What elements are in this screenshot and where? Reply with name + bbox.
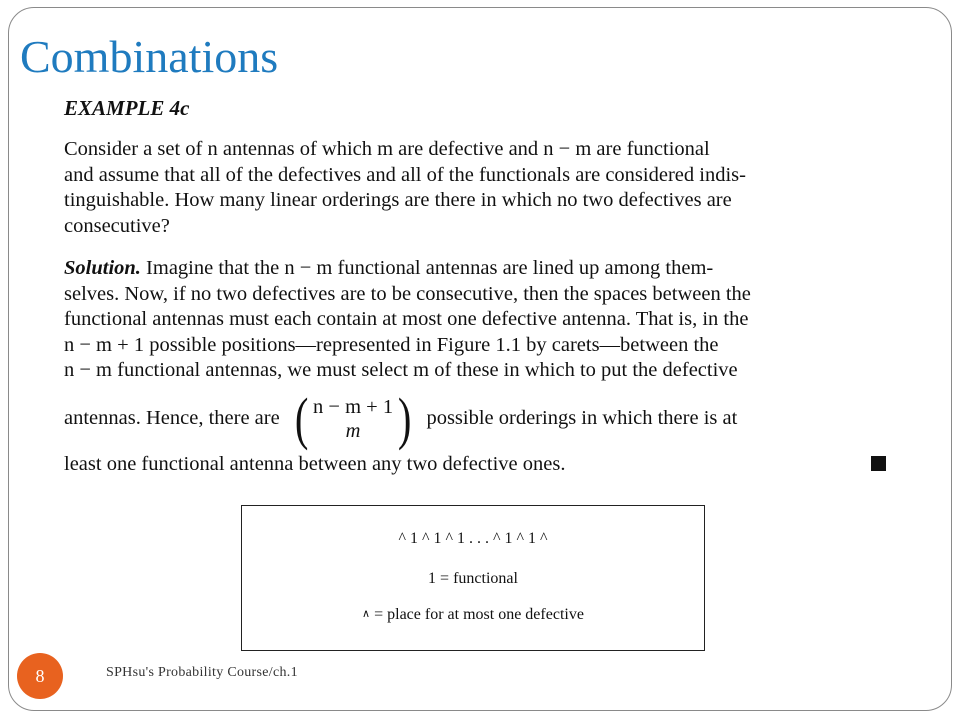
solution-line: functional antennas must each contain at most one defective antenna. That is, in the bbox=[64, 308, 749, 330]
left-paren-icon: ( bbox=[294, 385, 309, 451]
question-paragraph bbox=[64, 137, 886, 239]
slide-title: Combinations bbox=[20, 31, 279, 82]
solution-paragraph bbox=[64, 256, 886, 384]
final-line-wrap bbox=[64, 452, 886, 478]
end-of-proof-icon bbox=[871, 456, 886, 471]
binomial-coefficient bbox=[292, 385, 415, 451]
figure-legend-functional: 1 = functional bbox=[428, 570, 518, 587]
binomial-suffix: possible orderings in which there is at bbox=[426, 407, 738, 429]
solution-label: Solution. bbox=[64, 257, 141, 279]
page-number-badge: 8 bbox=[17, 653, 63, 699]
example-label: EXAMPLE 4c bbox=[64, 96, 190, 120]
solution-first-line bbox=[64, 256, 886, 282]
solution-line: Imagine that the n − m functional antennas are lined up among them- bbox=[146, 257, 714, 279]
right-paren-icon: ) bbox=[398, 385, 412, 451]
figure-1-1 bbox=[241, 505, 705, 651]
solution-line: selves. Now, if no two defectives are to be consecutive, then the spaces between the bbox=[64, 282, 751, 305]
question-line: and assume that all of the defectives and all of the functionals are considered indis- bbox=[64, 163, 746, 186]
solution-line: n − m + 1 possible positions—represented in Figure 1.1 by carets—between the bbox=[64, 333, 719, 356]
binomial-bottom: m bbox=[345, 419, 361, 442]
solution-line: n − m functional antennas, we must select m of these in which to put the defective bbox=[64, 359, 738, 381]
example-content bbox=[64, 96, 886, 477]
figure-legend-caret-text: = place for at most one defective bbox=[374, 606, 584, 623]
slide-footer: SPHsu's Probability Course/ch.1 bbox=[106, 665, 298, 680]
figure-legend-caret bbox=[242, 606, 704, 624]
question-line: Consider a set of n antennas of which m are defective and n − m are functional bbox=[64, 138, 710, 160]
question-line: consecutive? bbox=[64, 214, 170, 237]
final-line: least one functional antenna between any two defective ones. bbox=[64, 452, 566, 475]
question-line: tinguishable. How many linear orderings are there in which no two defectives are bbox=[64, 189, 732, 211]
binomial-top: n − m + 1 bbox=[313, 395, 394, 418]
binomial-prefix: antennas. Hence, there are bbox=[64, 407, 280, 429]
binomial-stack bbox=[313, 395, 393, 443]
caret-icon: ∧ bbox=[362, 608, 371, 620]
figure-sequence: ^ 1 ^ 1 ^ 1 . . . ^ 1 ^ 1 ^ bbox=[398, 530, 548, 547]
binomial-line bbox=[64, 385, 886, 451]
